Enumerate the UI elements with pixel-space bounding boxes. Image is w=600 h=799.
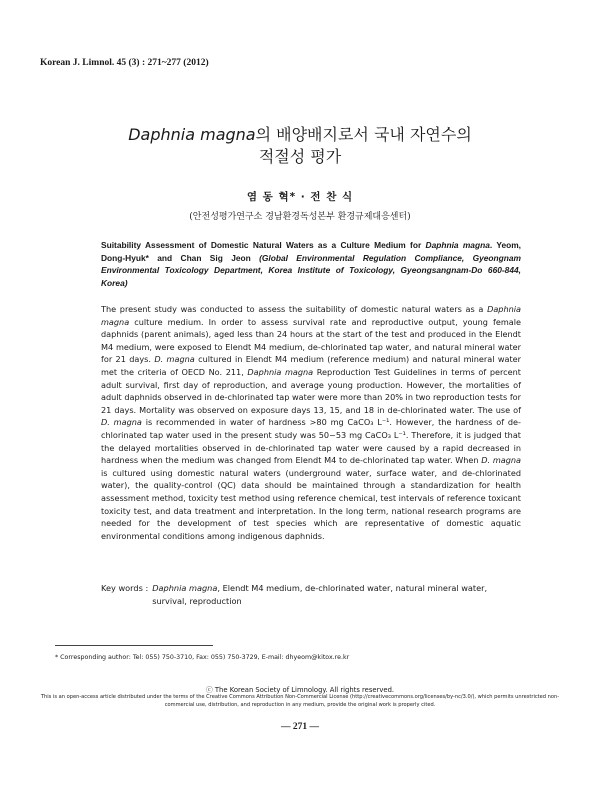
abstract: [101, 303, 521, 542]
english-authors: Yeom, Dong-Hyuk* and Chan Sig Jeon: [101, 240, 522, 263]
abstract-text: is recommended in water of hardness >80 mg CaCO₃ L⁻¹. However, the hardness of de-chlorinated tap water used in the present study was 50~53 mg CaCO₃ L⁻¹. Therefore, it is judged that the delayed mortalities observed in de-chlorinated tap water were caused by a rapid decreased in hardness when the medium was changed from Elendt M4 to de-chlorinated tap water. When: [101, 417, 521, 466]
title-line-2: 적절성 평가: [258, 147, 342, 166]
title-line-1-rest: 의 배양배지로서 국내 자연수의: [255, 125, 472, 144]
keywords: [101, 582, 521, 607]
corresponding-author-footnote: * Corresponding author: Tel: 055) 750-3710, Fax: 055) 750-3729, E-mail: dhyeom@kitox.re.kr: [55, 654, 350, 661]
title-line-1: [0, 124, 600, 146]
article-title-korean: [0, 124, 600, 168]
footnote-divider: [55, 645, 213, 646]
abstract-species: D. magna: [481, 455, 522, 466]
abstract-text: is cultured using domestic natural waters (underground water, surface water, and de-chlorinated water), the quality-control (QC) data should be maintained through a standardization for health assessment method, toxicity test method using reference chemical, test intervals of reference toxicant toxicity test, and data treatment and interpretation. In the long term, national research programs are needed for the development of test species which are representative of domestic aquatic environmental conditions among indigenous daphnids.: [101, 467, 521, 541]
page-number: — 271 —: [281, 722, 319, 732]
keyword-rest: , Elendt M4 medium, de-chlorinated water, natural mineral water, survival, reproduction: [152, 583, 488, 606]
abstract-text: The present study was conducted to assess the suitability of domestic natural waters as a: [101, 304, 488, 314]
english-title: Suitability Assessment of Domestic Natural Waters as a Culture Medium for: [101, 240, 426, 250]
abstract-text: cultured in Elendt M4 medium (reference medium) and natural mineral water met the criteria of OECD No. 211,: [101, 354, 521, 377]
abstract-text: Reproduction Test Guidelines in terms of percent adult survival, first day of reproduction, and average young production. However, the mortalities of adult daphnids observed in de-chlorinated tap water were more than 20% in two reproduction tests for 21 days. Mortality was observed on exposure days 13, 15, and 18 in de-chlorinated water. The use of: [101, 366, 521, 415]
keyword-species: Daphnia magna: [152, 583, 218, 593]
abstract-species: D. magna: [154, 354, 195, 365]
abstract-species: Daphnia magna: [247, 366, 314, 377]
affiliation-korean: (안전성평가연구소 경남환경독성본부 환경규제대응센터): [189, 212, 411, 222]
english-title-block: [101, 239, 521, 289]
english-title-species: Daphnia magna: [425, 240, 490, 250]
keywords-label: Key words :: [101, 583, 149, 593]
running-head: Korean J. Limnol. 45 (3) : 271~277 (2012): [40, 58, 209, 68]
abstract-text: culture medium. In order to assess survival rate and reproductive output, young female daphnids (parent animals), aged less than 24 hours at the start of the test and produced in the Elendt M4 medium, were exposed to Elendt M4 medium, de-chlorinated tap water, and natural mineral water for 21 days.: [101, 316, 521, 365]
abstract-species: Daphnia magna: [101, 304, 521, 327]
keywords-list: [148, 582, 521, 607]
english-title-end: .: [489, 240, 493, 250]
english-affiliation: (Global Environmental Regulation Compliance, Gyeongnam Environmental Toxicology Department, Korea Institute of Toxicology, Gyeongsangnam-Do 660-844, Korea): [101, 252, 521, 288]
abstract-species: D. magna: [101, 417, 142, 428]
copyright-line: ⓒ The Korean Society of Limnology. All rights reserved.: [205, 686, 395, 694]
title-species: Daphnia magna: [128, 125, 256, 144]
authors-korean: 염 동 혁* · 전 찬 식: [246, 191, 354, 203]
license-statement: This is an open-access article distributed under the terms of the Creative Commons Attribution Non-Commercial License (http://creativecommons.org/licenses/by-nc/3.0/), which permits unrestricted non-commercial use, distribution, and reproduction in any medium, provide the original work is properly cited.: [40, 694, 560, 708]
